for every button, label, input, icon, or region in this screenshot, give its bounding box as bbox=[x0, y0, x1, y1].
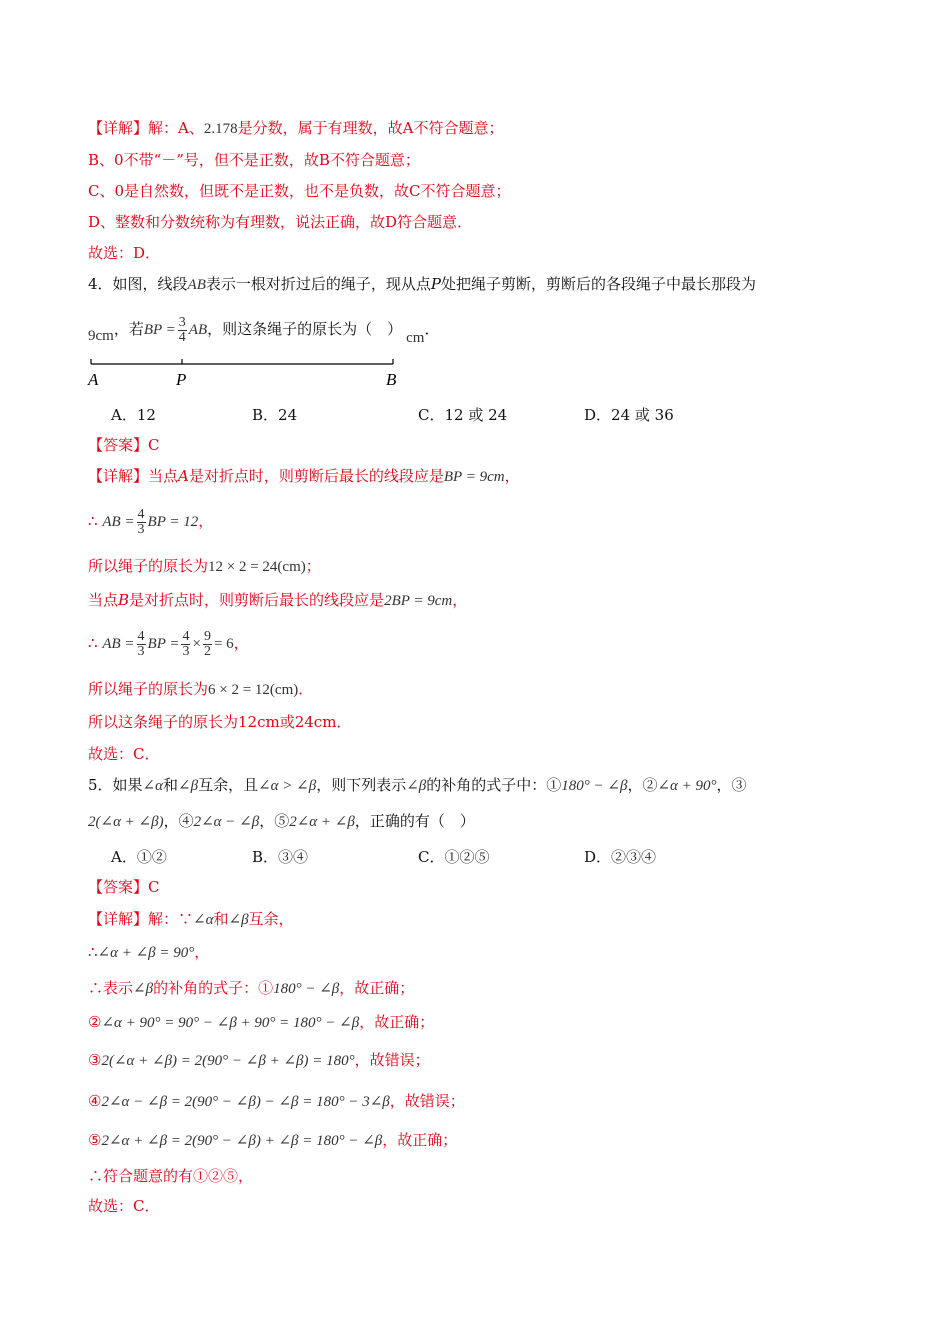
q5-detail-line-8: ∴符合题意的有①②⑤， bbox=[88, 1167, 254, 1185]
q5-detail-line-5: ③2(∠α + ∠β) = 2(90° − ∠β + ∠β) = 180°，故错误； bbox=[88, 1051, 430, 1069]
q4-option-c: C．12 或 24 bbox=[418, 406, 508, 424]
q4-option-b: B．24 bbox=[252, 406, 298, 424]
q4-detail-line-4: 当点B是对折点时，则剪断后最长的线段应是2BP = 9cm， bbox=[88, 591, 468, 609]
detail-tag: 【详解】 bbox=[88, 910, 149, 928]
q5-detail-line-7: ⑤2∠α + ∠β = 2(90° − ∠β) + ∠β = 180° − ∠β，故正确； bbox=[88, 1131, 458, 1149]
fraction-4-3: $\frac{4}{3}$ bbox=[137, 506, 145, 537]
q4-answer: 【答案】C bbox=[88, 436, 160, 454]
q3-detail-line-3: C、0是自然数，但既不是正数，也不是负数，故C不符合题意； bbox=[88, 182, 511, 200]
q3-detail-line-2: B、0不带“－”号，但不是正数，故B不符合题意； bbox=[88, 151, 420, 169]
label-b: B bbox=[386, 370, 397, 389]
q3-detail-line-1: 【详解】解：A、2.178是分数，属于有理数，故A不符合题意； bbox=[88, 119, 504, 137]
q4-detail-line-6: 所以绳子的原长为6 × 2 = 12(cm)． bbox=[88, 680, 314, 698]
q4-stem-line-1: 4．如图，线段AB表示一根对折过后的绳子，现从点P处把绳子剪断，剪断后的各段绳子中最长那段为 bbox=[88, 275, 756, 293]
q5-answer: 【答案】C bbox=[88, 878, 160, 896]
q4-detail-line-1: 【详解】当点A是对折点时，则剪断后最长的线段应是BP = 9cm， bbox=[88, 467, 520, 485]
detail-tag: 【详解】 bbox=[88, 119, 149, 137]
q4-detail-line-3: 所以绳子的原长为12 × 2 = 24(cm)； bbox=[88, 557, 321, 575]
q5-stem-line-1: 5．如果∠α和∠β互余，且∠α > ∠β，则下列表示∠β的补角的式子中：①180° − ∠β，②∠α + 90°，③ bbox=[88, 776, 747, 794]
q5-detail-line-3: ∴表示∠β的补角的式子：①180° − ∠β，故正确； bbox=[88, 979, 415, 997]
q5-detail-line-2: ∴∠α + ∠β = 90°， bbox=[88, 943, 210, 961]
detail-tag: 【详解】 bbox=[88, 467, 149, 485]
label-a: A bbox=[88, 370, 99, 389]
q4-stem-line-2: 9cm，若BP = $\frac{3}{4}$ AB，则这条绳子的原长为（ ） cm． bbox=[88, 314, 440, 346]
q4-option-d: D．24 或 36 bbox=[584, 406, 674, 424]
q4-detail-line-8: 故选：C． bbox=[88, 745, 160, 763]
q5-option-d: D．②③④ bbox=[584, 848, 657, 866]
segment-diagram bbox=[88, 355, 408, 391]
q4-detail-line-7: 所以这条绳子的原长为12cm或24cm． bbox=[88, 713, 352, 731]
q4-detail-line-2: ∴ AB = $\frac{4}{3}$ BP = 12， bbox=[88, 506, 214, 537]
q5-option-a: A．①② bbox=[111, 848, 167, 866]
q5-option-c: C．①②⑤ bbox=[418, 848, 490, 866]
q3-detail-line-5: 故选：D． bbox=[88, 244, 161, 262]
q5-detail-line-4: ②∠α + 90° = 90° − ∠β + 90° = 180° − ∠β，故正确； bbox=[88, 1013, 435, 1031]
label-p: P bbox=[176, 370, 187, 389]
q4-detail-line-5: ∴ AB = $\frac{4}{3}$ BP = $\frac{4}{3}$ × $\frac{9}{2}$ = 6， bbox=[88, 628, 249, 659]
segment-figure bbox=[88, 355, 408, 391]
q5-detail-line-9: 故选：C． bbox=[88, 1197, 160, 1215]
answer-tag: 【答案】 bbox=[88, 878, 149, 896]
q3-detail-line-4: D、整数和分数统称为有理数，说法正确，故D符合题意． bbox=[88, 213, 473, 231]
fraction-3-4: $\frac{3}{4}$ bbox=[178, 314, 186, 345]
answer-tag: 【答案】 bbox=[88, 436, 149, 454]
q5-detail-line-6: ④2∠α − ∠β = 2(90° − ∠β) − ∠β = 180° − 3∠β，故错误； bbox=[88, 1092, 465, 1110]
q5-option-b: B．③④ bbox=[252, 848, 309, 866]
q5-stem-line-2: 2(∠α + ∠β)，④2∠α − ∠β，⑤2∠α + ∠β，正确的有（ ） bbox=[88, 812, 475, 830]
q4-option-a: A．12 bbox=[111, 406, 156, 424]
q5-detail-line-1: 【详解】解：∵∠α和∠β互余， bbox=[88, 910, 294, 928]
